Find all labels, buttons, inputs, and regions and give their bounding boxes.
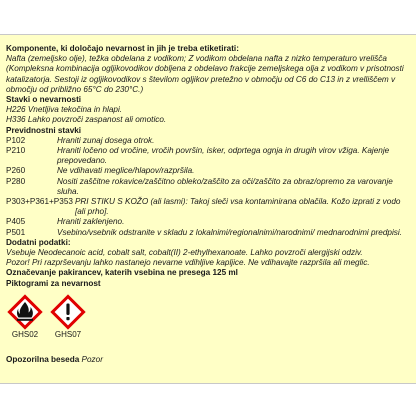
precaution-text: Hraniti ločeno od vročine, vročih površin, isker, odprtega ognja in drugih virov vžiga. Kajenje prepovedano. [57, 146, 390, 166]
supplemental-warning: Pozor! Pri razprševanju lahko nastanejo nevarne vdihljive kapljice. Ne vdihavajte razpršila ali meglic. [6, 258, 370, 268]
precaution-code: P280 [6, 176, 26, 186]
components-heading: Komponente, ki določajo nevarnost in jih je treba etiketirati: [6, 44, 239, 53]
precaution-row [6, 136, 406, 146]
precaution-code: P501 [6, 227, 26, 237]
precaution-row [6, 228, 406, 238]
components-text: Nafta (zemeljsko olje), težka obdelana z vodikom; Z vodikom obdelana nafta z nizko temperaturo vrelišča (Kompleksna kombinacija ogljikovodikov dobljena z obdelavo frakcije zemeljskega olja z vodikom v prisotnosti katalizatorja. Sestoji iz ogljikovodikov s številom ogljikov pretežno v območju od C6 do C13 in z vrelliščem v območju od približno 65°C do 230°C.) [6, 54, 404, 94]
signal-word-label: Opozorilna beseda [6, 354, 80, 364]
flame-icon [7, 294, 43, 330]
precaution-text: Hraniti zaklenjeno. [57, 217, 125, 227]
precaution-row [6, 217, 406, 227]
exclamation-mark-icon [50, 294, 86, 330]
precaution-text: Ne vdihavati meglice/hlapov/razpršila. [57, 166, 195, 176]
pictogram-code: GHS02 [11, 329, 39, 339]
precaution-row [6, 197, 406, 217]
precaution-text: Hraniti zunaj dosega otrok. [57, 135, 155, 145]
precaution-code: P260 [6, 166, 26, 176]
precaution-heading: Previdnostni stavki [6, 125, 82, 135]
pictogram-ghs07 [49, 294, 87, 339]
signal-word-line [6, 355, 406, 365]
precaution-code: P102 [6, 135, 26, 145]
signal-word: Pozor [81, 354, 103, 364]
precaution-row [6, 166, 406, 176]
supplemental-text: Vsebuje Neodecanoic acid, cobalt salt, cobalt(II) 2-ethylhexanoate. Lahko povzroči alergijski odziv. [6, 248, 363, 258]
precaution-text: PRI STIKU S KOŽO (ali lasmi): Takoj sleči vsa kontaminirana oblačila. Kožo izprati z vodo [ali prho]. [74, 197, 401, 217]
precaution-code: P210 [6, 146, 26, 156]
precaution-text: Vsebino/vsebnik odstranite v skladu z lokalnimi/regionalnimi/narodnimi/ mednarodnimi predpisi. [57, 227, 402, 237]
packaging-note: Označevanje pakirancev, katerih vsebina ne presega 125 ml [6, 268, 238, 278]
hazard-statement: H336 Lahko povzroči zaspanost ali omotico. [6, 115, 167, 125]
precaution-code: P405 [6, 217, 26, 227]
hazard-statement: H226 Vnetljiva tekočina in hlapi. [6, 105, 123, 115]
supplemental-heading: Dodatni podatki: [6, 237, 71, 247]
precaution-code: P303+P361+P353 [6, 197, 73, 207]
precaution-row [6, 177, 406, 197]
precaution-row [6, 146, 406, 166]
pictogram-code: GHS07 [54, 329, 82, 339]
precaution-text: Nositi zaščitne rokavice/zaščitno obleko/zaščito za oči/zaščito za obraz/opremo za varovanje sluha. [57, 176, 393, 196]
safety-label [0, 34, 416, 384]
pictograms-heading: Piktogrami za nevarnost [6, 278, 101, 288]
hazard-heading: Stavki o nevarnosti [6, 95, 82, 105]
pictogram-row [6, 294, 406, 339]
pictogram-ghs02 [6, 294, 44, 339]
